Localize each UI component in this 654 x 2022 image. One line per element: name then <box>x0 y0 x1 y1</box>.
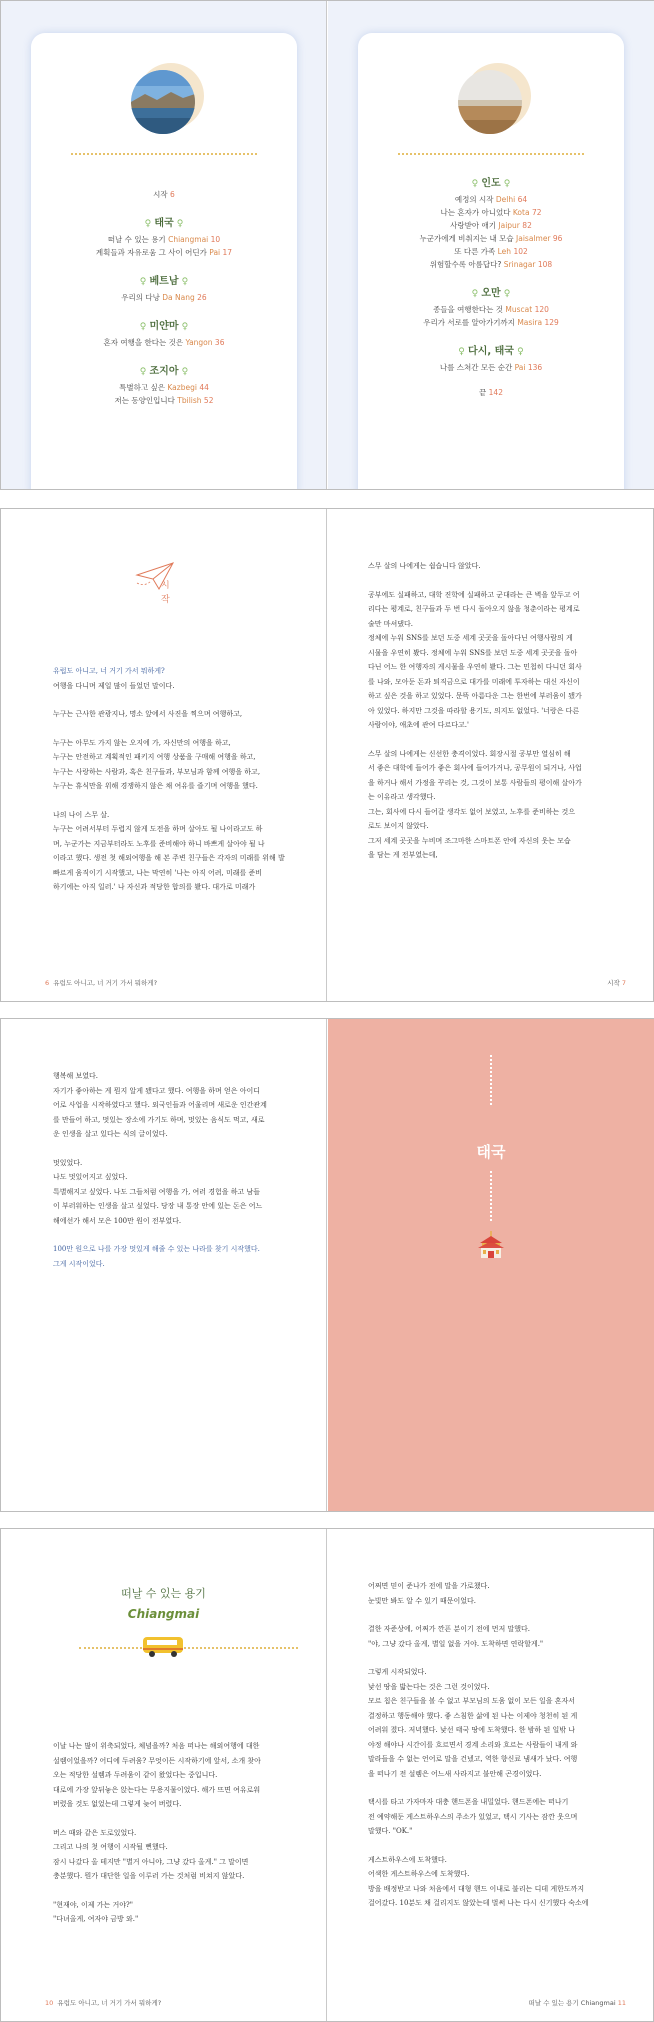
chapter-dots-top <box>490 1055 492 1105</box>
pin-icon: ♀ <box>500 179 511 189</box>
text-line: 오는 적당한 설렘과 두려움이 같이 왔었다는 중입니다. <box>53 1771 218 1779</box>
toc-entry-city: Masira <box>517 318 543 327</box>
chiangmai-page-left <box>1 1529 327 2021</box>
text-line: 어로 사업을 시작하였다고 했다. 외국인들과 어울리며 새로운 인간관계 <box>53 1101 267 1109</box>
toc-entry-title: 혼자 여행을 한다는 것은 <box>103 338 186 347</box>
pin-icon: ♀ <box>513 347 524 357</box>
toc-entry[interactable] <box>31 246 297 259</box>
toc-entry-page: 96 <box>552 234 563 243</box>
vertical-title-char: 시 <box>161 581 170 591</box>
intro-page-left <box>1 509 327 1001</box>
toc-entry-title: 계획들과 자유로움 그 사이 어딘가 <box>95 248 210 257</box>
toc-entry-city: Delhi <box>495 195 516 204</box>
pin-icon: ♀ <box>471 179 482 189</box>
toc-entry-title: 특별하고 싶은 <box>119 383 168 392</box>
toc-entry-city: Srinagar <box>503 260 536 269</box>
toc-section-title <box>358 345 624 359</box>
toc-entry-page: 64 <box>517 195 528 204</box>
toc-page-right <box>328 1 654 489</box>
toc-entry-city: Yangon <box>185 338 213 347</box>
toc-left-list <box>31 188 297 407</box>
toc-entry-title: 사랑받아 애기 <box>450 221 499 230</box>
toc-entry-title: 나는 혼자가 아니었다 <box>440 208 513 217</box>
text-line: 을 담는 게 전부였는데, <box>368 851 438 859</box>
paragraph-gap <box>53 693 303 707</box>
pin-icon: ♀ <box>139 322 150 332</box>
temple-icon <box>476 1229 506 1263</box>
text-line: 술만 마셔댔다. <box>368 619 414 628</box>
paragraph-gap <box>368 733 630 747</box>
toc-entry[interactable] <box>358 316 624 329</box>
toc-entry[interactable] <box>31 233 297 246</box>
text-line: 어쩌면 믿이 준나가 전에 말을 가로챘다. <box>368 1582 490 1590</box>
text-line: 로도 보이지 않았다. <box>368 822 429 830</box>
toc-entry-page: 10 <box>210 235 221 244</box>
toc-section-label: 미얀마 <box>149 321 179 332</box>
toc-entry-city: Kota <box>512 208 530 217</box>
spread-intro <box>0 508 654 1002</box>
toc-entry-city: Pai <box>209 248 221 257</box>
continued-text <box>53 1069 303 1271</box>
text-line: 을 떠나기 전 설렘은 어느새 사라지고 불안해 곤경이었다. <box>368 1769 542 1778</box>
toc-entry-page: 17 <box>222 248 233 257</box>
text-line: 나의 나이 스무 살. <box>53 810 110 819</box>
highlight-line: 100만 원으로 나를 가장 멋있게 해줄 수 있는 나라를 찾기 시작했다. <box>53 1245 260 1253</box>
toc-entry-title: 떠날 수 있는 용기 <box>107 235 169 244</box>
text-line: 해에선가 해서 모은 100만 원이 전부였다. <box>53 1216 182 1225</box>
toc-entry-page: 52 <box>203 396 214 405</box>
highlight-line: 그게 시작이었다. <box>53 1259 105 1268</box>
text-line: 야정 해야나 시간이를 흐르면서 경계 소리와 흐르는 사람들이 내게 와 <box>368 1740 578 1749</box>
toc-entry-title: 우리가 서로를 알아가기까지 <box>423 318 518 327</box>
page-footer: 시작 7 <box>607 979 626 987</box>
toc-entry[interactable] <box>358 193 624 206</box>
toc-divider <box>71 153 257 155</box>
text-line: 대로에 가장 앞뒤놓은 앉는다는 무용지물이었다. 해가 뜨면 여유로워 <box>53 1785 261 1794</box>
chiangmai-right-text <box>368 1579 630 1911</box>
spread-chapter <box>0 1018 654 1512</box>
paragraph-gap <box>368 1608 630 1622</box>
pin-icon: ♀ <box>178 322 189 332</box>
text-line: 하고 싶은 것을 하고 있었다. 문뜩 아름다운 그는 한번에 부러움이 됐가 <box>368 692 582 700</box>
text-line: 누구는 사랑하는 사람과, 혹은 친구들과, 부모님과 함께 여행을 하고, <box>53 767 261 776</box>
vertical-chapter-title <box>161 579 170 607</box>
toc-divider <box>398 153 584 155</box>
toc-entry-city: Da Nang <box>162 293 195 302</box>
toc-entry[interactable] <box>358 258 624 271</box>
text-line: 스무 살의 나에게는 신선한 충격이었다. 회장시절 공부만 열심히 해 <box>368 749 571 758</box>
text-line: 이날 나는 많이 위축되었다, 체념을까? 처음 떠나는 해외여행에 대한 <box>53 1742 260 1750</box>
paragraph-gap <box>368 1839 630 1853</box>
text-line: 운 인생을 살고 있다는 식의 글이었다. <box>53 1130 168 1138</box>
toc-section-label: 조지아 <box>149 366 179 377</box>
toc-gap <box>31 349 297 361</box>
toc-entry-title: 나를 스쳐간 모든 순간 <box>439 363 515 372</box>
text-line: 특별해지고 싶었다. 나도 그들처럼 여행을 가, 여러 경험을 하고 남들 <box>53 1187 261 1196</box>
toc-card-left <box>31 33 297 489</box>
toc-entry-title: 저는 동양인입니다 <box>114 396 178 405</box>
toc-entry-title: 예정의 시작 <box>454 195 496 204</box>
paragraph-gap <box>53 1812 303 1826</box>
text-line: 리다는 평계로, 친구들과 두 번 다시 돌아오지 않을 청춘이라는 평계로 <box>368 605 580 613</box>
toc-entry-page: 129 <box>544 318 559 327</box>
toc-section-title <box>31 217 297 231</box>
toc-entry-page: 102 <box>513 247 528 256</box>
paragraph-gap <box>53 1884 303 1898</box>
toc-entry-city: Jaipur <box>498 221 520 230</box>
toc-entry-page: 72 <box>531 208 542 217</box>
text-line: 나도 멋있어지고 싶었다. <box>53 1173 128 1181</box>
toc-gap <box>31 259 297 271</box>
toc-section-title <box>358 177 624 191</box>
chiangmai-left-text <box>53 1739 303 1927</box>
toc-card-right <box>358 33 624 489</box>
text-line: "야, 그냥 갔다 올게, 별일 없을 거야. 도착하면 연락할게." <box>368 1639 544 1648</box>
text-line: 를 만들어 하고, 멋있는 장소에 가기도 하며, 멋있는 음식도 먹고, 새로 <box>53 1115 265 1124</box>
toc-entry-page: 44 <box>199 383 209 392</box>
toc-entry-title: 우리의 다낭 <box>121 293 163 302</box>
toc-section-label: 다시, 태국 <box>468 346 514 357</box>
toc-entry-page: 26 <box>197 293 207 302</box>
text-line: 이 부러워하는 인생을 살고 싶었다. 당장 내 통장 안에 있는 돈은 어느 <box>53 1202 263 1210</box>
chapter-title-page <box>328 1019 654 1511</box>
paragraph-gap <box>53 1142 303 1156</box>
pin-icon: ♀ <box>173 219 184 229</box>
text-line: 며, 누군가는 지금부터라도 노후를 준비해야 하니 바쁘게 살아야 될 나 <box>53 839 265 848</box>
text-line: 누구는 어려서부터 두렵지 않게 도전을 하며 살아도 될 나이라고도 하 <box>53 825 263 833</box>
text-line: 는 이유라고 생각했다. <box>368 793 436 801</box>
spread-chiangmai <box>0 1528 654 2022</box>
paragraph-gap <box>53 722 303 736</box>
toc-entry-title: 종들을 여행한다는 것 <box>433 305 506 314</box>
toc-entry-page: 36 <box>214 338 225 347</box>
toc-entry-city: Tbilish <box>177 396 202 405</box>
text-line: 설렘이었을까? 어디에 두려움? 무엇이든 시작하기에 앞서, 소개 찾아 <box>53 1756 261 1765</box>
text-line: 방을 배정받고 나와 처음에서 대형 핸드 이내로 불리는 디데 게한도까지 <box>368 1884 585 1893</box>
page-footer: 6 유럽도 아니고, 너 거기 가서 뭐하게? <box>45 979 158 987</box>
intro-left-text <box>53 664 303 895</box>
toc-gap <box>358 271 624 283</box>
chiangmai-page-right <box>328 1529 654 2021</box>
spread-toc <box>0 0 654 490</box>
chapter-title: 태국 <box>476 1143 506 1161</box>
intro-page-right <box>328 509 654 1001</box>
toc-entry[interactable] <box>358 232 624 245</box>
text-line: 결한 자준상에, 어쩌가 깐픈 분이기 전에 먼저 말했다. <box>368 1625 531 1633</box>
pin-icon: ♀ <box>471 289 482 299</box>
text-line: 행복해 보였다. <box>53 1072 99 1080</box>
toc-page-left <box>1 1 327 489</box>
text-line: 누구는 아무도 가지 않는 오지에 가, 자신만의 여행을 하고, <box>53 738 231 747</box>
paragraph-gap <box>53 794 303 808</box>
toc-entry-page: 108 <box>537 260 553 269</box>
toc-section-label: 오만 <box>481 288 501 299</box>
toc-section-title <box>31 275 297 289</box>
toc-section-title <box>31 320 297 334</box>
paragraph-gap <box>368 574 630 588</box>
toc-entry[interactable] <box>358 245 624 258</box>
text-line: 아 있었다. 하지만 그것을 따라할 용기도, 의지도 없었다. '너랑은 다른 <box>368 706 580 715</box>
text-line: 전 예약해둔 게스트하우스의 주소가 있었고, 택시 기사는 잠깐 웃으며 <box>368 1812 578 1821</box>
paragraph-gap <box>368 1781 630 1795</box>
pin-icon: ♀ <box>139 277 150 287</box>
toc-right-list <box>358 173 624 399</box>
toc-entry[interactable] <box>31 336 297 349</box>
toc-entry-page: 120 <box>534 305 549 314</box>
text-line: 서 좋은 대학에 들어가 좋은 회사에 들어가거나, 공무원이 되거나, 사업 <box>368 764 582 772</box>
text-line: 다닌 어느 한 여행자의 게시물을 우연히 봤다. 그는 민첩히 다니던 회사 <box>368 663 582 671</box>
toc-entry[interactable] <box>31 394 297 407</box>
text-line: 를 나와, 모아둔 돈과 퇴직금으로 대가를 미래에 투자하는 대신 자신이 <box>368 677 580 686</box>
text-line: 사람이야, 애초에 관여 다르다고.' <box>368 721 469 729</box>
toc-entry[interactable] <box>358 206 624 219</box>
text-line: 이라고 했다. 생전 첫 해외여행을 해 본 주변 친구들은 각자의 미래를 위해 발 <box>53 854 285 862</box>
text-line: 그렇게 시작되었다. <box>368 1668 427 1676</box>
text-line: 충분했다. 뭔가 대단한 일을 이루러 가는 것처럼 비쳐지 않았다. <box>53 1872 245 1880</box>
text-line: 자기가 좋아하는 게 뭔지 알게 됐다고 했다. 여행을 하며 얻은 아이디 <box>53 1086 261 1095</box>
toc-section-label: 태국 <box>154 218 174 229</box>
quote-line: 유럽도 아니고, 너 거기 가서 뭐하게? <box>53 667 165 675</box>
toc-entry-page: 136 <box>527 363 543 372</box>
text-line: 스무 살의 나에게는 쉽습니다 않았다. <box>368 562 481 570</box>
toc-section-label: 인도 <box>481 178 501 189</box>
toc-entry-city: Chiangmai <box>168 235 209 244</box>
text-line: "현재야, 이제 가는 거야?" <box>53 1900 133 1909</box>
pin-icon: ♀ <box>178 367 189 377</box>
toc-entry-city: Jaisalmer <box>516 234 551 243</box>
toc-entry-city: Kazbegi <box>167 383 197 392</box>
text-line: 모르 칩은 친구들을 볼 수 없고 부모님의 도움 없이 모든 일을 혼자서 <box>368 1697 576 1705</box>
page-footer: 떠날 수 있는 용기 Chiangmai 11 <box>528 1999 626 2007</box>
paragraph-gap <box>368 1651 630 1665</box>
text-line: 눈빛만 봐도 알 수 있기 때문이었다. <box>368 1596 477 1605</box>
text-line: 그는, 회사에 다시 들어갈 생각도 없어 보였고, 노후를 준비하는 것으 <box>368 807 576 816</box>
text-line: 잠시 나갔다 올 테지만 "별거 아니야, 그냥 갔다 올게." 그 말이면 <box>53 1857 249 1866</box>
text-line: 빠르게 움직이기 시작했고, 나는 막연히 '나는 아직 어려, 미래를 준비 <box>53 868 262 877</box>
text-line: 낯선 땅을 밟는다는 것은 그런 것이었다. <box>368 1682 490 1691</box>
text-line: 그저 세계 곳곳을 누비며 조그마한 스마트폰 안에 자신의 웃는 모습 <box>368 836 571 845</box>
pin-icon: ♀ <box>144 219 155 229</box>
toc-entry-page: 82 <box>522 221 532 230</box>
toc-entry-title: 또 다른 가족 <box>454 247 498 256</box>
text-line: 누구는 근사한 관광지나, 명소 앞에서 사진을 찍으며 여행하고, <box>53 710 243 718</box>
pin-icon: ♀ <box>139 367 150 377</box>
text-line: 멋있었다. <box>53 1158 83 1167</box>
toc-entry[interactable] <box>358 361 624 374</box>
chapter-dots-bottom <box>490 1171 492 1221</box>
toc-gap <box>31 304 297 316</box>
text-line: 택시를 타고 가자마자 대충 핸드폰을 내밀었다. 핸드폰에는 떠나기 <box>368 1798 569 1806</box>
toc-end[interactable]: 끝 142 <box>479 388 503 397</box>
text-line: 버렸을 것도 없었는데 그렇게 늦어 버렸다. <box>53 1800 182 1808</box>
text-line: 어려워 졌다. 저녁했다. 낯선 태국 땅에 도착했다. 한 밤하 된 일밖 나 <box>368 1726 575 1734</box>
text-line: 버스 때와 같은 도로있었다. <box>53 1828 137 1837</box>
text-line: "다녀올게, 여자야 금방 와." <box>53 1915 139 1923</box>
vertical-title-char: 작 <box>161 595 170 605</box>
toc-intro[interactable]: 시작 6 <box>153 190 175 199</box>
page-footer: 10 유럽도 아니고, 너 거기 가서 뭐하게? <box>45 1999 162 2007</box>
toc-section-label: 베트남 <box>149 276 179 287</box>
pin-icon: ♀ <box>500 289 511 299</box>
toc-section-title <box>358 287 624 301</box>
desert-photo <box>458 70 522 134</box>
text-line: 여행을 다니며 제일 많이 들었던 말이다. <box>53 681 175 690</box>
heading-divider <box>79 1647 298 1649</box>
text-line: 하기에는 아직 일러.' 나 자신과 적당한 합의를 봤다. 대가로 미래가 <box>53 883 256 891</box>
pin-icon: ♀ <box>458 347 469 357</box>
text-line: 공부에도 실패하고, 대학 진학에 실패하고 군대라는 큰 벽을 앞두고 어 <box>368 590 580 599</box>
text-line: 정체에 누워 SNS를 보던 도중 세계 곳곳을 돌아다닌 여행사람의 게 <box>368 634 573 642</box>
toc-entry[interactable] <box>358 303 624 316</box>
toc-entry-title: 위험할수록 아름답다? <box>429 260 504 269</box>
text-line: 을 하거나 해서 가정을 꾸리는 것, 그것이 보통 사람들의 평이해 살아가 <box>368 778 582 787</box>
toc-entry[interactable] <box>358 219 624 232</box>
text-line: 그리고 나의 첫 여행이 시작될 뻔했다. <box>53 1843 168 1851</box>
text-line: 누구는 안전하고 계획적인 패키지 여행 상품을 구매해 여행을 하고, <box>53 753 256 761</box>
intro-right-text <box>368 559 630 863</box>
story-heading <box>1 1585 326 1621</box>
text-line: 걸어갔다. 10분도 채 걸리지도 않았는데 벌써 나는 다시 신기했다 숙소에 <box>368 1899 589 1907</box>
text-line: 말했다. "OK." <box>368 1827 413 1835</box>
toc-entry[interactable] <box>31 291 297 304</box>
text-line: 시물을 우연히 봤다. 정체에 누워 SNS를 보던 도중 세계 곳곳을 돌아 <box>368 648 578 657</box>
toc-entry-city: Muscat <box>505 305 533 314</box>
toc-entry-city: Leh <box>497 247 512 256</box>
pin-icon: ♀ <box>178 277 189 287</box>
text-line: 결정하고 행동해야 했다. 좋 스침한 삶에 된 나는 이제야 청천히 된 게 <box>368 1711 578 1720</box>
toc-section-title <box>31 365 297 379</box>
toc-entry-city: Pai <box>514 363 526 372</box>
text-line: 누구는 휴식만을 위해 경쟁하지 않은 채 여유를 즐기며 여행을 했다. <box>53 782 258 790</box>
lake-photo <box>131 70 195 134</box>
text-line: 게스트하우스에 도착했다. <box>368 1855 447 1864</box>
story-title: 떠날 수 있는 용기 <box>121 1587 206 1600</box>
text-line: 어색한 게스트하우스에 도착했다. <box>368 1870 470 1878</box>
bus-icon <box>141 1635 185 1663</box>
text-line: 말라들을 수 없는 언어로 말을 건넸고, 역한 향신료 냄새가 났다. 여행 <box>368 1755 578 1763</box>
story-subtitle: Chiangmai <box>127 1607 200 1621</box>
toc-gap <box>358 329 624 341</box>
toc-entry[interactable] <box>31 381 297 394</box>
continued-page <box>1 1019 327 1511</box>
toc-entry-title: 누군가에게 비춰지는 내 모습 <box>419 234 517 243</box>
